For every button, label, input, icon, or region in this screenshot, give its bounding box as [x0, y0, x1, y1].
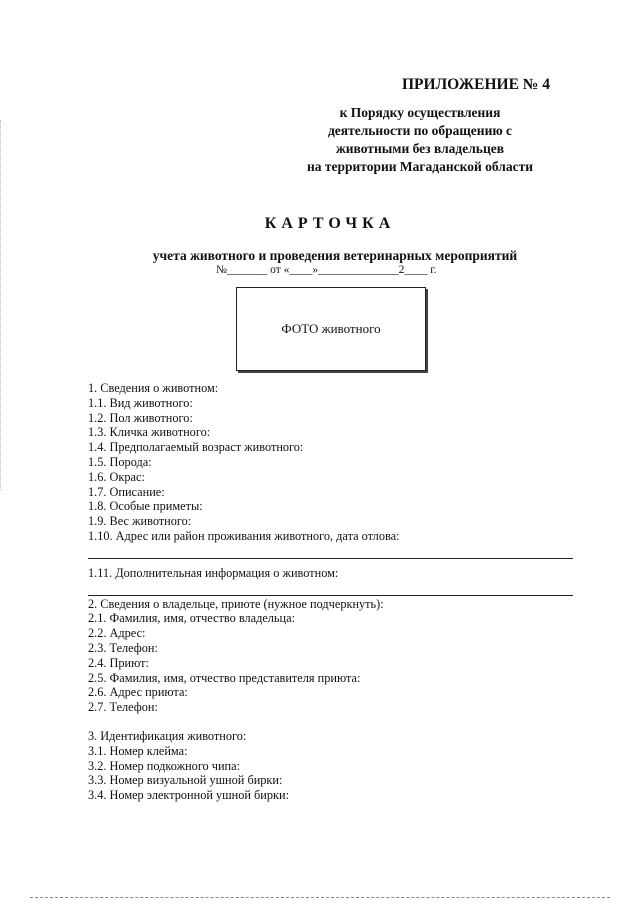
field-line: 1.8. Особые приметы: — [88, 499, 203, 514]
field-line: 2.2. Адрес: — [88, 626, 146, 641]
page-bottom-edge — [30, 897, 610, 900]
field-line: 1.2. Пол животного: — [88, 410, 193, 425]
field-line: 1.7. Описание: — [88, 484, 165, 499]
section-identification — [88, 729, 588, 803]
appendix-reference — [290, 104, 550, 176]
photo-label: ФОТО животного — [281, 321, 381, 336]
card-fields — [88, 381, 588, 803]
field-line: 2.6. Адрес приюта: — [88, 685, 188, 700]
field-line: 1.4. Предполагаемый возраст животного: — [88, 440, 304, 455]
field-line: 2.3. Телефон: — [88, 640, 158, 655]
section-owner-info — [88, 597, 588, 715]
card-subtitle: учета животного и проведения ветеринарных мероприятий — [152, 248, 518, 263]
field-line: 1.1. Вид животного: — [88, 395, 193, 410]
field-line: 3.2. Номер подкожного чипа: — [88, 758, 241, 773]
field-line: 1. Сведения о животном: — [88, 381, 219, 395]
appendix-line: деятельности по обращению с — [327, 123, 513, 138]
field-line: 3.3. Номер визуальной ушной бирки: — [88, 773, 283, 788]
appendix-header — [230, 76, 550, 176]
card-title: КАРТОЧКА — [264, 215, 396, 232]
field-line: 2.7. Телефон: — [88, 700, 158, 715]
card-number-date-line: №_______ от «____»______________2____ г. — [216, 264, 437, 276]
field-line: 1.6. Окрас: — [88, 469, 145, 484]
field-line: 1.5. Порода: — [88, 454, 152, 469]
field-line: 2.5. Фамилия, имя, отчество представителя приюта: — [88, 670, 361, 685]
appendix-line: на территории Магаданской области — [306, 159, 534, 174]
field-line: 3.1. Номер клейма: — [88, 743, 188, 758]
field-line: 2.4. Приют: — [88, 655, 149, 670]
photo-placeholder-box — [236, 287, 426, 371]
section-animal-info — [88, 381, 588, 596]
field-line: 2.1. Фамилия, имя, отчество владельца: — [88, 611, 295, 626]
appendix-line: животными без владельцев — [335, 141, 505, 156]
field-line: 1.3. Кличка животного: — [88, 425, 211, 440]
field-line: 1.9. Вес животного: — [88, 514, 192, 529]
field-line: 2. Сведения о владельце, приюте (нужное подчеркнуть): — [88, 596, 384, 611]
fill-in-rule — [88, 595, 573, 596]
field-line: 3.4. Номер электронной ушной бирки: — [88, 788, 289, 803]
field-line: 1.11. Дополнительная информация о животном: — [88, 565, 339, 580]
scan-margin-marks — [0, 120, 5, 490]
appendix-title: ПРИЛОЖЕНИЕ № 4 — [402, 76, 550, 93]
field-line: 3. Идентификация животного: — [88, 728, 247, 743]
appendix-line: к Порядку осуществления — [339, 105, 501, 120]
field-line: 1.10. Адрес или район проживания животного, дата отлова: — [88, 528, 400, 543]
